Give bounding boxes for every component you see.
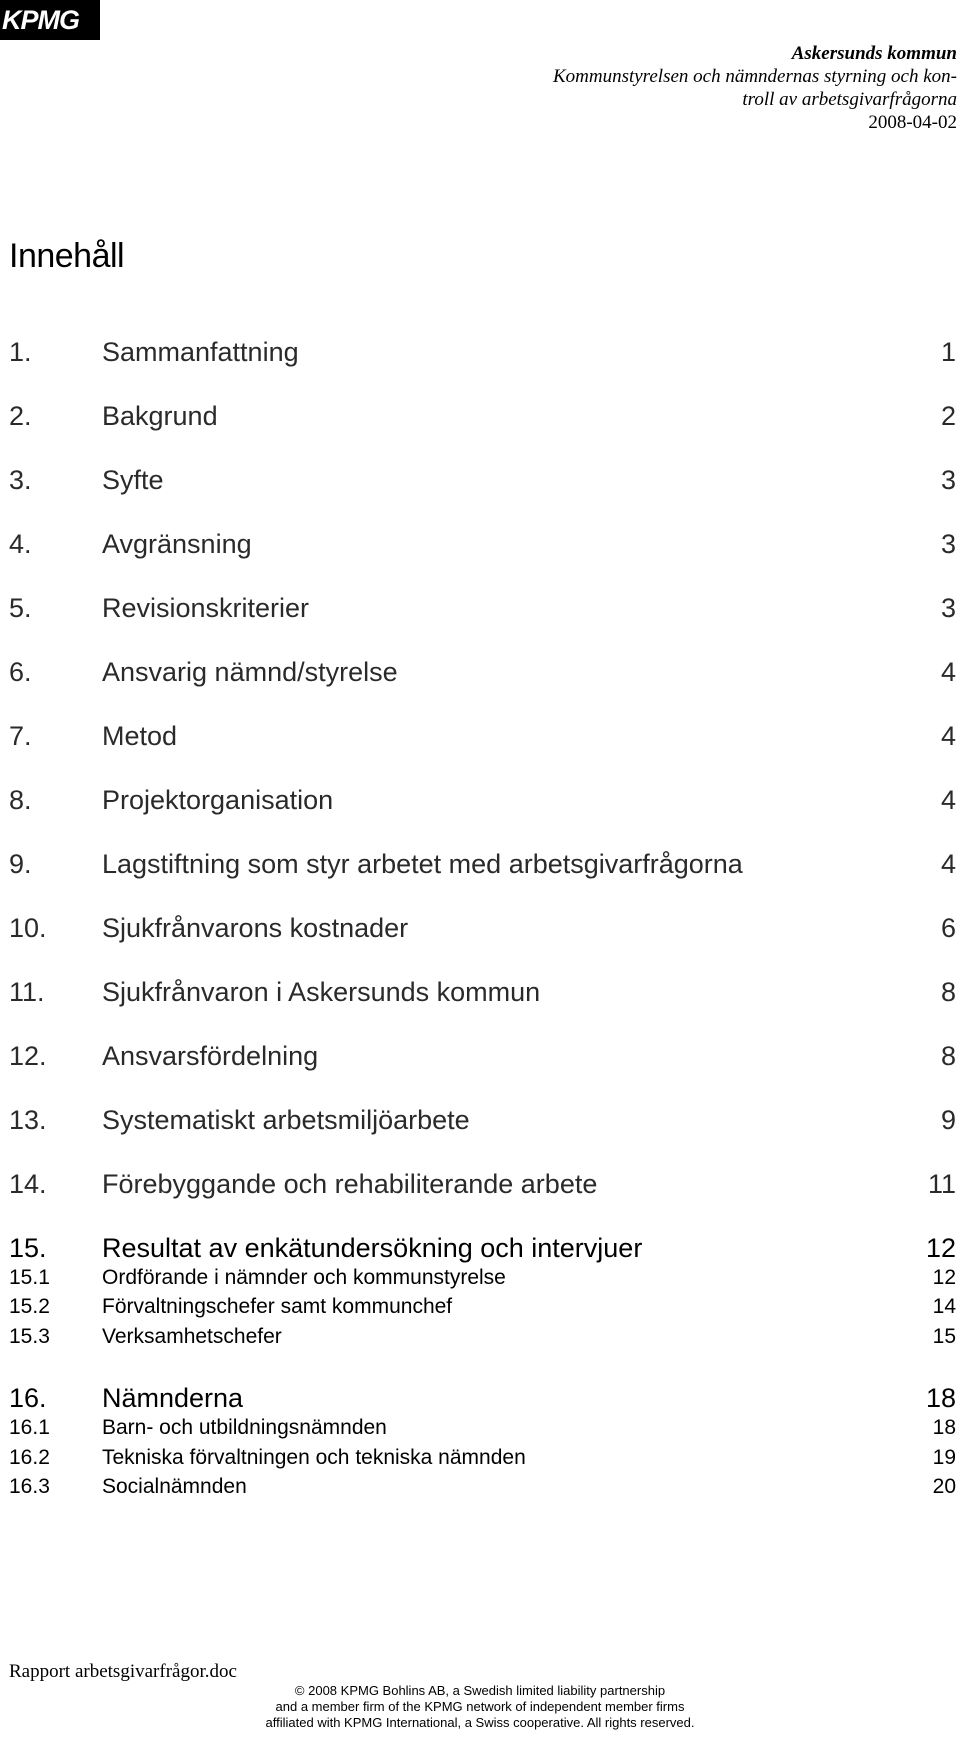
toc-entry-number: 15.2 — [9, 1295, 50, 1318]
toc-entry-number: 16. — [9, 1383, 47, 1413]
toc-entry-page: 14 — [932, 1295, 956, 1318]
toc-entry-number: 6. — [9, 657, 32, 687]
toc-entry-page: 3 — [940, 529, 956, 559]
toc-entry-page: 4 — [940, 785, 956, 815]
toc-entry-page: 4 — [940, 721, 956, 751]
toc-entry-page: 2 — [940, 401, 956, 431]
toc-entry-number: 10. — [9, 913, 47, 943]
toc-entry-title: Avgränsning — [102, 529, 252, 559]
header-subtitle-line1: Kommunstyrelsen och nämndernas styrning och kon- — [552, 66, 957, 87]
toc-entry-title: Socialnämnden — [102, 1475, 247, 1498]
toc-entry-title: Barn- och utbildningsnämnden — [102, 1416, 387, 1439]
footer-legal-line3: affiliated with KPMG International, a Swiss cooperative. All rights reserved. — [265, 1715, 695, 1730]
toc-entry-title: Sammanfattning — [102, 337, 299, 367]
toc-entry-title: Ordförande i nämnder och kommunstyrelse — [102, 1266, 506, 1289]
toc-subentry[interactable] — [9, 1445, 956, 1471]
toc-entry-number: 16.2 — [9, 1446, 50, 1469]
toc-entry-number: 15.3 — [9, 1325, 50, 1348]
toc-entry-page: 20 — [932, 1475, 956, 1498]
toc-entry-page: 9 — [940, 1105, 956, 1135]
toc-entry-title: Projektorganisation — [102, 785, 334, 815]
toc-entry-title: Nämnderna — [102, 1383, 244, 1413]
toc-entry-title: Förebyggande och rehabiliterande arbete — [102, 1169, 598, 1199]
toc-subentry[interactable] — [9, 1294, 956, 1320]
toc-entry-number: 14. — [9, 1169, 47, 1199]
toc-subentry[interactable] — [9, 1415, 956, 1441]
footer-document-name: Rapport arbetsgivarfrågor.doc — [9, 1661, 237, 1682]
toc-entry[interactable] — [9, 912, 956, 944]
toc-entry-number: 2. — [9, 401, 32, 431]
toc-entry-page: 8 — [940, 1041, 956, 1071]
kpmg-logo — [0, 0, 100, 40]
toc-entry-page: 1 — [940, 337, 956, 367]
toc-entry-title: Ansvarig nämnd/styrelse — [102, 657, 398, 687]
toc-subentry[interactable] — [9, 1474, 956, 1500]
toc-entry[interactable] — [9, 592, 956, 624]
toc-entry[interactable] — [9, 1168, 956, 1200]
toc-entry-title: Resultat av enkätundersökning och intervjuer — [102, 1233, 643, 1263]
toc-entry[interactable] — [9, 784, 956, 816]
kpmg-logo-text: KPMG — [2, 5, 79, 35]
toc-entry-page: 12 — [925, 1233, 956, 1263]
toc-entry-page: 15 — [932, 1325, 956, 1348]
toc-entry[interactable] — [9, 656, 956, 688]
toc-entry-page: 6 — [940, 913, 956, 943]
toc-entry-number: 16.1 — [9, 1416, 50, 1439]
header-subtitle-line2: troll av arbetsgivarfrågorna — [742, 89, 957, 110]
toc-entry-number: 8. — [9, 785, 32, 815]
toc-entry-number: 13. — [9, 1105, 47, 1135]
toc-entry[interactable] — [9, 400, 956, 432]
toc-entry[interactable] — [9, 1382, 956, 1414]
toc-entry-title: Systematiskt arbetsmiljöarbete — [102, 1105, 470, 1135]
toc-entry-title: Lagstiftning som styr arbetet med arbetsgivarfrågorna — [102, 849, 743, 879]
toc-entry-number: 15.1 — [9, 1266, 50, 1289]
toc-entry-number: 1. — [9, 337, 32, 367]
toc-entry-page: 3 — [940, 465, 956, 495]
toc-entry[interactable] — [9, 1104, 956, 1136]
toc-entry-page: 4 — [940, 657, 956, 687]
toc-entry-title: Bakgrund — [102, 401, 218, 431]
toc-entry-title: Revisionskriterier — [102, 593, 310, 623]
toc-entry[interactable] — [9, 336, 956, 368]
toc-entry-number: 9. — [9, 849, 32, 879]
toc-entry-number: 15. — [9, 1233, 47, 1263]
toc-entry[interactable] — [9, 1040, 956, 1072]
toc-entry-number: 3. — [9, 465, 32, 495]
header-date: 2008-04-02 — [868, 112, 957, 133]
toc-entry-page: 19 — [932, 1446, 956, 1469]
toc-subentry[interactable] — [9, 1324, 956, 1350]
toc-entry-title: Ansvarsfördelning — [102, 1041, 319, 1071]
toc-entry[interactable] — [9, 976, 956, 1008]
toc-entry[interactable] — [9, 464, 956, 496]
toc-entry-page: 11 — [927, 1169, 956, 1199]
toc-entry-number: 7. — [9, 721, 32, 751]
toc-entry-number: 11. — [9, 977, 45, 1007]
footer-legal-line2: and a member firm of the KPMG network of independent member firms — [275, 1699, 685, 1714]
toc-entry-page: 18 — [925, 1383, 956, 1413]
footer-legal-notice — [230, 1683, 730, 1731]
toc-entry-number: 5. — [9, 593, 32, 623]
toc-entry-number: 4. — [9, 529, 32, 559]
toc-entry[interactable] — [9, 720, 956, 752]
toc-entry-number: 16.3 — [9, 1475, 50, 1498]
toc-heading: Innehåll — [9, 237, 125, 275]
toc-subentry[interactable] — [9, 1265, 956, 1291]
toc-entry-title: Verksamhetschefer — [102, 1325, 282, 1348]
toc-entry-page: 12 — [932, 1266, 956, 1289]
toc-entry-page: 3 — [940, 593, 956, 623]
toc-entry-title: Tekniska förvaltningen och tekniska nämnden — [102, 1446, 526, 1469]
toc-entry-page: 8 — [940, 977, 956, 1007]
toc-entry[interactable] — [9, 848, 956, 880]
toc-entry-title: Förvaltningschefer samt kommunchef — [102, 1295, 453, 1318]
header-organization: Askersunds kommun — [791, 43, 957, 64]
toc-entry-title: Sjukfrånvaron i Askersunds kommun — [102, 977, 541, 1007]
toc-entry-title: Metod — [102, 721, 178, 751]
document-header — [437, 42, 957, 134]
toc-entry-page: 18 — [932, 1416, 956, 1439]
toc-entry-title: Sjukfrånvarons kostnader — [102, 913, 409, 943]
toc-entry[interactable] — [9, 528, 956, 560]
toc-entry-number: 12. — [9, 1041, 47, 1071]
toc-entry-page: 4 — [940, 849, 956, 879]
toc-entry-title: Syfte — [102, 465, 164, 495]
toc-entry[interactable] — [9, 1232, 956, 1264]
footer-legal-line1: © 2008 KPMG Bohlins AB, a Swedish limited liability partnership — [294, 1683, 666, 1698]
